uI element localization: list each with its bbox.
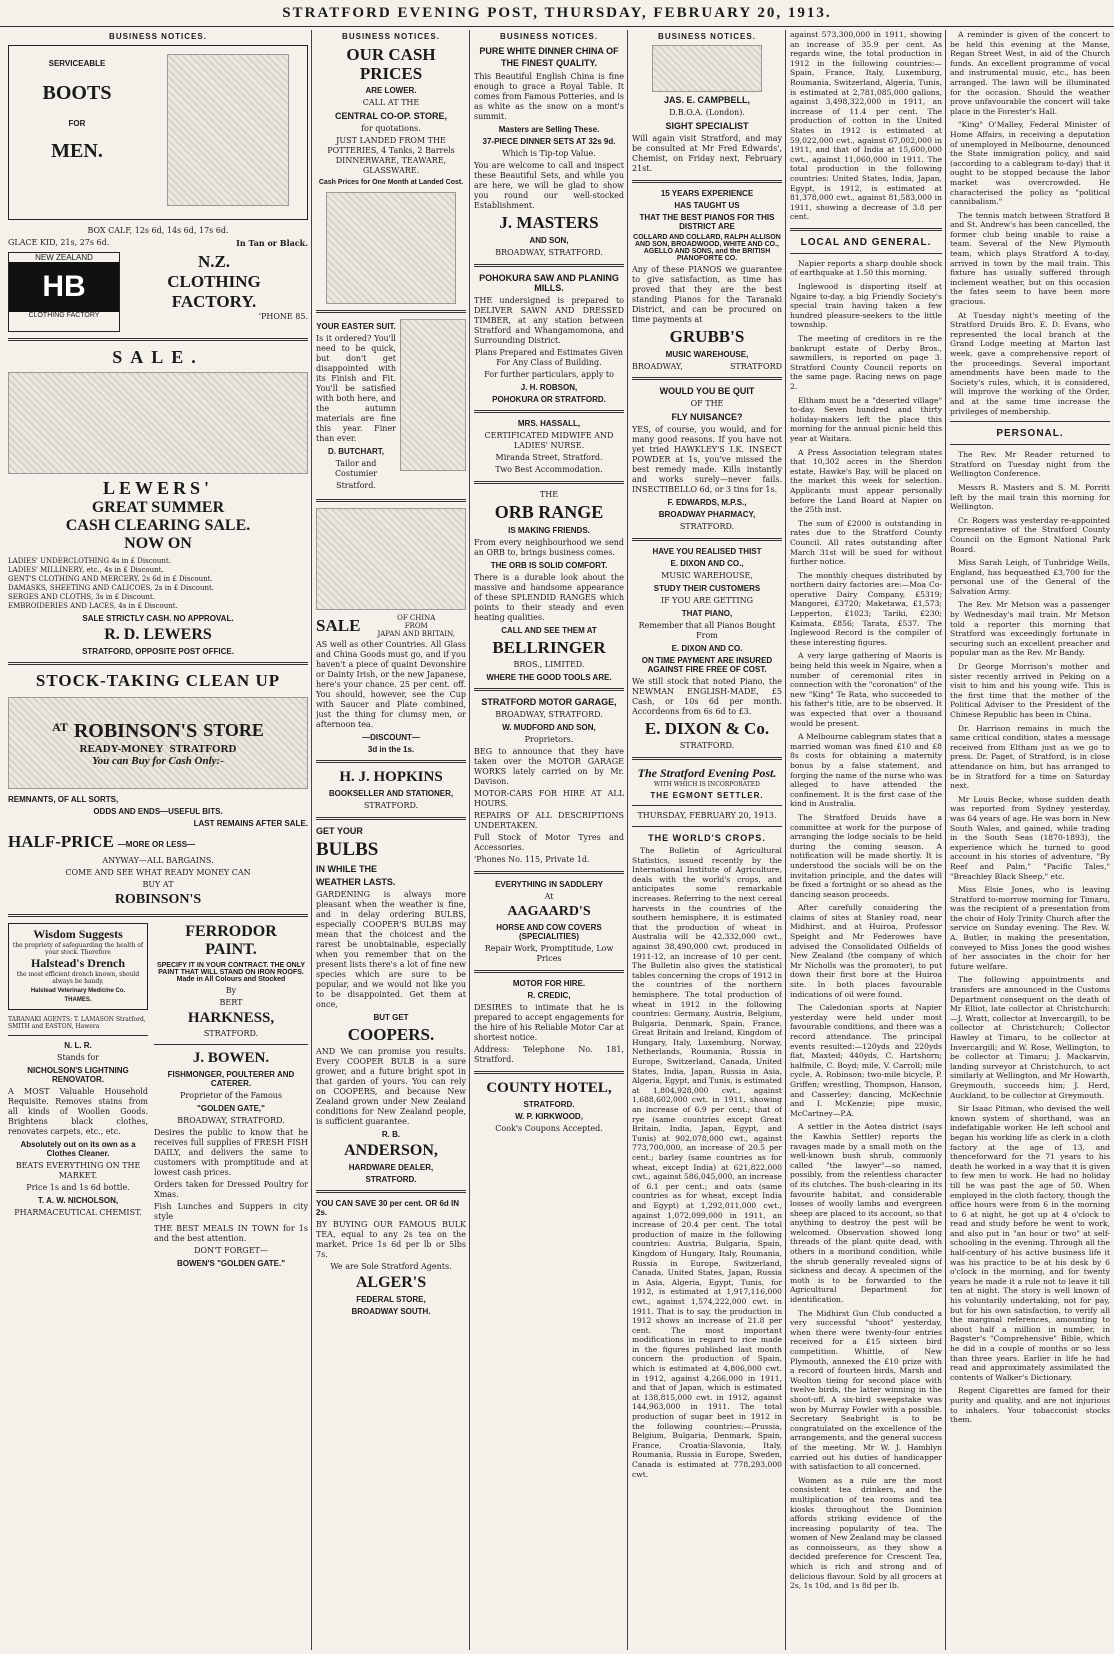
bowen-title: J. BOWEN. [192, 1050, 270, 1066]
column-rule [785, 30, 786, 1650]
worlds-crops-text: The Bulletin of Agricultural Statistics, issued recently by the International Institute of Agriculture, deals with the world's crops, and anticipates some remarkable increases. Referring to the next cereal harvests in the countries of the southern hemisphere, it is estimated that the production of wheat in Australia will be 42,332,000 cwt., against 38,490,000 cwt. produced in 1911-12, an increase of 10 per cent. The Bulletin also gives the statistical tables concerning the crops of 1912 in the countries of the northern hemisphere. The total production of wheat in 1912 in the following countries: Germany, Austria, Belgium, Bulgaria, Denmark, Spain, France, Great Britain and Ireland, Kingdom of Hungary, Italy, Luxemburg, Norway, Netherlands, Roumania, Russia in Europe, Switzerland, Canada, United States, India, Japan, Russia in Asia, Algeria, Egypt, and Tunis, is estimated at 1,804,928,000 cwt., against 1,688,602,000 cwt. in 1911, showing an increase of 6.9 per cent.; that of rye (same countries except Great Britain, India, Japan, Egypt, and Tunis) at 902,078,000 cwt., against 773,700,000, an increase of 20.5 per cent.; barley (same countries as for wheat, except India) at 621,822,000 cwt., against 586,045,000, an increase of 6.1 per cent.; and oats (same countries as for wheat, except India and Egypt) at 1,292,011,000 cwt., against 1,072,099,000 in 1911, an increase of 20.4 per cent. The total production of maize in the following countries: Austria, Bulgaria, Spain, Kingdom of Hungary, Italy, Roumania, Russia in Europe, Switzerland, Canada, United States, Japan, Russia in Asia, Algeria, Egypt, Tunis, for 1912, is estimated at 1,917,116,000 cwt., against 1,574,222,000 cwt. in 1911. That is to say, the production in 1912 shows an increase of 21.8 per cent. The most important modifications in regard to rice made in the figures published last month concern the production of Spain, which is estimated at 4,806,000 cwt. in 1912, against 4,266,000 in 1911, and that of Japan, which is estimated at 138,815,000 cwt. in 1912, against 144,963,000 in 1911. The total production of sugar beet in 1912 in the following countries:—Prussia, Belgium, Bulgaria, Denmark, Spain, France, Croatia-Slavonia, Italy, Roumania, Russia in Europe, Sweden, Canada is estimated at 778,293,000 cwt. [632, 846, 782, 1479]
column-4: BUSINESS NOTICES. JAS. E. CAMPBELL, D.B.O.A. (London). SIGHT SPECIALIST Will again visit Stratford, and may be consulted at Mr Fred Edwards', Chemist, on Friday next, February 21st. 15 YEARS EXPERIENCE HAS TAUGHT US THAT THE BEST PIANOS FOR THIS DISTRICT ARE COLLARD AND COLLARD, RALPH ALLISON AND SON, BROADWOOD, WHITE AND CO., AGELLO AND SONS, and the BRITISH PIANOFORTE CO. Any of these PIANOS we guarantee to give satisfaction, as time has proved that they are the best standing Pianos for the Taranaki District, and can be procured on time payments at GRUBB'S MUSIC WAREHOUSE, BROADWAY, STRATFORD WOULD YOU BE QUIT OF THE FLY NUISANCE? YES, of course, you would, and for many good reasons. If you have not yet tried HAWKLEY'S I.K. INSECT POWDER at 1s, you've missed the best remedy made. Kills instantly and works surely—never fails. INSECTIBELLO 6d, or 3 tins for 1s. F. EDWARDS, M.P.S., BROADWAY PHARMACY, STRATFORD. HAVE YOU REALISED THIST E. DIXON AND CO., MUSIC WAREHOUSE, STUDY THEIR CUSTOMERS IF YOU ARE GETTING THAT PIANO, Remember that all Pianos Bought From E. DIXON AND CO. ON TIME PAYMENT ARE INSURED AGAINST FIRE FREE OF COST. We still stock that noted Piano, the NEWMAN ENGLISH-MADE, £5 Cash, or 10s 6d per month. Accordeons from 6s 6d to £3. E. DIXON & Co. STRATFORD. The Stratford Evening Post. WITH WHICH IS INCORPORATED THE EGMONT SETTLER. THURSDAY, FEBRUARY 20, 1913. THE WORLD'S CROPS. The Bulletin of Agricultural Statistics, issued recently by the International Institute of Agriculture, deals with the world's crops, and anticipates some remarkable increases. Referring to the next cereal harvests in the countries of the southern hemisphere, it is estimated that the production of wheat in Australia will be 42,332,000 cwt., against 38,490,000 cwt. produced in 1911-12, an increase of 10 per cent. The Bulletin also gives the statistical tables concerning the crops of 1912 in the countries of the northern hemisphere. The total production of wheat in 1912 in the following countries: Germany, Austria, Belgium, Bulgaria, Denmark, Spain, France, Great Britain and Ireland, Kingdom of Hungary, Italy, Luxemburg, Norway, Netherlands, Roumania, Russia in Europe, Switzerland, Canada, United States, India, Japan, Russia in Asia, Algeria, Egypt, and Tunis, is estimated at 1,804,928,000 cwt., against 1,688,602,000 cwt. in 1911, showing an increase of 6.9 per cent.; that of rye (same countries except Great Britain, India, Japan, Egypt, and Tunis) at 902,078,000 cwt., against 773,700,000, an increase of 20.5 per cent.; barley (same countries as for wheat, except India) at 621,822,000 cwt., against 586,045,000, an increase of 6.1 per cent.; and oats (same countries as for wheat, except India and Egypt) at 1,292,011,000 cwt., against 1,072,099,000 in 1911, an increase of 20.4 per cent. The total production of maize in the following countries: Austria, Bulgaria, Spain, Kingdom of Hungary, Italy, Roumania, Russia in Europe, Switzerland, Canada, United States, Japan, Russia in Asia, Algeria, Egypt, Tunis, for 1912, is estimated at 1,917,116,000 cwt., against 1,574,222,000 cwt. in 1911. That is to say, the production in 1912 shows an increase of 21.8 per cent. The most important modifications in regard to rice made in the figures published last month concern the production of Spain, which is estimated at 4,806,000 cwt. in 1912, against 4,266,000 in 1911, and that of Japan, which is estimated at 138,815,000 cwt. in 1912, against 144,963,000 in 1911. The total production of sugar beet in 1912 in the following countries:—Prussia, Belgium, Bulgaria, Denmark, Spain, France, Croatia-Slavonia, Italy, Roumania, Russia in Europe, Sweden, Canada is estimated at 778,293,000 cwt. [632, 32, 782, 1479]
bulbs-title: BULBS [316, 839, 379, 860]
boots-price-1: BOX CALF, 12s 6d, 14s 6d, 17s 6d. [87, 226, 229, 235]
column-3: BUSINESS NOTICES. PURE WHITE DINNER CHINA OF THE FINEST QUALITY. This Beautiful English China is fine enough to grace a Royal Table. It comes from Famous Potteries, and is as white as the snow on a mont's summit. Masters are Selling These. 37-PIECE DINNER SETS AT 32s 9d. Which is Tip-top Value. You are welcome to call and inspect these Beautiful Sets, and while you are here, we will be glad to show you round our well-stocked Establishment. J. MASTERS AND SON, BROADWAY, STRATFORD. POHOKURA SAW AND PLANING MILLS. THE undersigned is prepared to DELIVER SAWN AND DRESSED TIMBER, at any station between Stratford and Whangamomona, and Surrounding District. Plans Prepared and Estimates Given For Any Class of Building. For further particulars, apply to J. H. ROBSON, POHOKURA OR STRATFORD. MRS. HASSALL, CERTIFICATED MIDWIFE AND LADIES' NURSE. Miranda Street, Stratford. Two Best Accommodation. THE ORB RANGE IS MAKING FRIENDS. From every neighbourhood we send an ORB to, brings business comes. THE ORB IS SOLID COMFORT. There is a durable look about the massive and handsome appearance of these SPLENDID RANGES which points to their steady and even heating qualities. CALL AND SEE THEM AT BELLRINGER BROS., LIMITED. WHERE THE GOOD TOOLS ARE. STRATFORD MOTOR GARAGE, BROADWAY, STRATFORD. W. MUDFORD AND SON, Proprietors. BEG to announce that they have taken over the MOTOR GARAGE WORKS lately carried on by Mr. Davison. MOTOR-CARS FOR HIRE AT ALL HOURS. REPAIRS OF ALL DESCRIPTIONS UNDERTAKEN. Full Stock of Motor Tyres and Accessories. 'Phones No. 115, Private 1d. EVERYTHING IN SADDLERY At AAGAARD'S HORSE AND COW COVERS (SPECIALITIES) Repair Work, Promptitude, Low Prices MOTOR FOR HIRE. R. CREDIC, DESIRES to intimate that he is prepared to accept engagements for the hire of his Reliable Motor Car at shortest notice. Address: Telephone No. 181, Stratford. COUNTY HOTEL, STRATFORD. W. P. KIRKWOOD, Cook's Coupons Accepted. [474, 32, 624, 1133]
campbell-title: JAS. E. CAMPBELL, [663, 95, 750, 105]
boots-price-2: GLACE KID, 21s, 27s 6d. [8, 238, 110, 247]
county-hotel-title: COUNTY HOTEL, [486, 1080, 612, 1096]
masthead: STRATFORD EVENING POST, THURSDAY, FEBRUARY 20, 1913. [0, 0, 1114, 27]
boots-heading: SERVICEABLE [48, 59, 106, 68]
ladies-illustration [8, 372, 308, 474]
sale-cash-clearing: CASH CLEARING SALE. [65, 517, 251, 534]
lewers-address: STRATFORD, OPPOSITE POST OFFICE. [82, 647, 234, 656]
halstead-ad: Wisdom Suggests the propriety of safeguarding the health of your stock. Therefore Halstead's Drench the most efficient drench known, should always be handy. Halstead Veterinary Medicine Co. THAMES. [8, 923, 148, 1010]
sale-great-summer: GREAT SUMMER [91, 499, 225, 516]
newspaper-title: The Stratford Evening Post. [637, 766, 777, 780]
sale-terms: SALE STRICTLY CASH. NO APPROVAL. [82, 614, 234, 623]
nzcf-title-2: CLOTHING [167, 272, 261, 291]
hopkins-title: H. J. HOPKINS [339, 769, 443, 785]
column-rule [945, 30, 946, 1650]
worlds-crops-heading: THE WORLD'S CROPS. [648, 833, 766, 843]
masters-title: J. MASTERS [499, 213, 599, 232]
hb-logo: NEW ZEALAND HB CLOTHING FACTORY [8, 252, 120, 332]
orb-range-title: ORB RANGE [494, 502, 604, 522]
nzcf-title-1: N.Z. [197, 252, 231, 271]
algers-title: ALGER'S [355, 1274, 427, 1291]
boots-for: FOR [68, 119, 86, 128]
sale-now-on: NOW ON [124, 535, 192, 552]
nzcf-title-3: FACTORY. [171, 292, 257, 311]
boots-men: MEN. [51, 140, 103, 162]
dinner-china-title: PURE WHITE DINNER CHINA OF THE FINEST QUALITY. [479, 46, 619, 68]
boots-ad [8, 45, 308, 220]
local-general-heading: LOCAL AND GENERAL. [800, 236, 932, 248]
column-5: against 573,300,000 in 1911, showing an increase of 35.9 per cent. As regards wine, the total production in 1912 in the following countries:—Spain, France, Italy, Luxemburg, Roumania, Switzerland, Algeria, Tunis, is estimated at 2,781,085,000 gallons, against 3,498,322,000 in 1911, an increase of 11.4 per cent. The production of cotton in the United States in 1912 is estimated at 59,022,000 cwt., against 67,002,000 in 1911, and that of India at 15,600,000 cwt., against 11,060,000 in 1911. The total production in the following countries: United States, India, Japan, Egypt, is 1912, is estimated at 81,378,000 cwt., against 81,583,000 in 1911, showing a decrease of 3.8 per cent. LOCAL AND GENERAL. Napier reports a sharp double shock of earthquake at 1.50 this morning. Inglewood is disporting itself at Ngaire to-day, a big Friendly Society's special train having taken a few hundred pleasure-seekers to the little township. The meeting of creditors in re the bankrupt estate of Derby Bros., sawmillers, is reported on page 3. Stratford County Council reports on the same page. Racing news on page 2. Eltham must be a "deserted village" to-day. Seven hundred and thirty holiday-makers left the place this morning for the annual picnic held this year at Waitara. A Press Association telegram states that 10,302 acres in the Sherdon estate, Hawke's Bay, will be placed on the market this week for selection. Applicants must appear personally before the Land Board at Napier on the 25th inst. The sum of £2000 is outstanding in rates due to the Stratford County Council. All rates outstanding after March 31st will be sued for without further notice. The monthly cheques distributed by northern dairy factories are:—Moa Co-operative Dairy Company, £5319; Mangorei, £3720; Maketawa, £1,573; Lepperton, £1023; Tariki, £230; Kaimata, £856; Tarata, £537. The Inglewood Record is the compiler of these interesting figures. A very large gathering of Maoris is being held this week in Ngaire, when a number of ceremonial rites in connection with the "coronation" of the new "King" Te Rata, who succeeded to his father's title, are to be observed. It was expected that over a thousand would be present. A Melbourne cablegram states that a married woman was fined £10 and £8 8s costs for obtaining a maternity bonus by a false statement, and forging the name of the nurse who was alleged to have attended the confinement. It is the first case of the kind in Australia. The Stratford Druids have a committee at work for the purpose of arranging the lodge socials to be held during the coming season. A notification will be made shortly. It is understood the socials will be on the invitation principle, and the dates will be fixed a fortnight or so ahead as the dancing season proceeds. After carefully considering the claims of sites at Stanley road, near Midhirst, and at Huiroa, Professor Speight and Mr Federowes have advised the Consolidated Oilfields of New Zealand (the company of which Mr Nicholls was the promoter), to put down their first bore at the Huiroa site. In both places favourable indications of oil were found. The Caledonian sports at Napier yesterday were held under most favourable conditions, and there was a record attendance. The principal events resulted:—120yds and 220yds flat, Maxted; 440yds, C. Hartshorn; halfmile, C. Boyd; mile, V. Carroll; mile cycle, A. Robinson; two-mile bicycle, P. Griffen; wrestling, Thompson, Hanson, and Casserley; dancing, McKechnie and I. McKenzie; pipe music, McCartney—P.A. A settler in the Aotea district (says the Kawhia Settler) reports the ravages made by a small moth on the well-known bush shrub, commonly called "the lawyer"—so named, possibly, from the relentless character of its clutches. The bush-clearing in its favourite habitat, and considerable losses of woolly lambs and evergreen sheep are placed to its account, so that anything to destroy the pest will be welcomed. Observation showed long threads of the plant quite dead, with others in a moribund condition, while the shrub generally revealed signs of sickness and decay. A specimen of the moth is to be forwarded to the Agricultural Department for identification. The Midhirst Gun Club conducted a very successful "shoot" yesterday, when there were twenty-four entries received for a £15 sixteen bird competition. Whittle, of New Plymouth, annexed the £10 prize with a record of fourteen birds, Marsh and Woolton tieing for second place with twelve birds, the latter winning in the shoot-off. A six-bird sweepstake was won by Murray Fowler with a possible. Secretary Seabright is to be congratulated on the excellence of the arrangements, and the general success of the meeting. Mr W. J. Hamblyn carried out his duties of handicapper with satisfaction to all concerned. Women as a rule are the most consistent tea drinkers, and the multiplication of tea rooms and tea kiosks throughout the Dominion affords striking evidence of the increasing popularity of tea. The women of New Zealand may be classed as connoisseurs, as they show a decided preference for Crescent Tea, which is rich and strong and of delicious flavour. Sold by all grocers at 2s, 1s 10d, and 1s 8d per lb. [790, 30, 942, 1591]
lewers-signature: R. D. LEWERS [104, 626, 212, 643]
column-rule [627, 30, 628, 1650]
ferrodor-title: FERRODOR [185, 923, 277, 940]
hassall-title: MRS. HASSALL, [517, 419, 581, 428]
personal-heading: PERSONAL. [996, 428, 1064, 440]
dixon-title: E. DIXON & Co. [644, 719, 770, 738]
column-1: BUSINESS NOTICES. SERVICEABLE BOOTS FOR MEN. BOX CALF, 12s 6d, 14s 6d, 17s 6d. GLACE KID, 21s, 27s 6d. In Tan or Black. NEW ZEALAND HB CLOTHING FACTORY N.Z. CLOTHING FACTORY. 'PHONE 85. SALE. LEWERS' GREAT SUMMER CASH CLEARING SALE. NOW ON LADIES' UNDERCLOTHING 4s in £ Discount. LADIES' MILLINERY, etc., 4s in £ Discount. GENT'S CLOTHING AND MERCERY, 2s 6d in £ Discount. DAMASKS, SHEETING AND CALICOES, 2s in £ Discount. SERGES AND CLOTHS, 3s in £ Discount. EMBROIDERIES AND LACES, 4s in £ Discount. SALE STRICTLY CASH. NO APPROVAL. R. D. LEWERS STRATFORD, OPPOSITE POST OFFICE. STOCK-TAKING CLEAN UP AT ROBINSON'S STORE READY-MONEY STRATFORD You can Buy for Cash Only:- REMNANTS, OF ALL SORTS, ODDS AND ENDS—USEFUL BITS. LAST REMAINS AFTER SALE. HALF-PRICE —MORE OR LESS— ANYWAY—ALL BARGAINS. COME AND SEE WHAT READY MONEY CAN BUY AT ROBINSON'S Wisdom Suggests the propriety of safeguarding the health of your stock. Therefore Halstead's Drench the most efficient drench known, should always be handy. Halstead Veterinary Medicine Co. THAMES. TARANAKI AGENTS: T. LAMASON Stratford, SMITH and EASTON, Hawera N. L. R. Stands for NICHOLSON'S LIGHTNING RENOVATOR. A MOST Valuable Household Requisite. Removes stains from all kinds of Woollen Goods. Brightens black clothes, renovates carpets, etc., etc. Absolutely out on its own as a Clothes Cleaner. BEATS EVERYTHING ON THE MARKET. Price 1s and 1s 6d bottle. T. A. W. NICHOLSON, PHARMACEUTICAL CHEMIST. FERRODOR PAINT. SPECIFY IT IN YOUR CONTRACT. THE ONLY PAINT THAT WILL STAND ON IRON ROOFS. Made in All Colours and Stocked By BERT HARKNESS, STRATFORD. J. BOWEN. FISHMONGER, POULTERER AND CATERER. Proprietor of the Famous "GOLDEN GATE," BROADWAY, STRATFORD. Desires the public to know that he receives full supplies of FRESH FISH DAILY, and delivers the same to customers with promptitude and at lowest cash prices. Orders taken for Dressed Poultry for Xmas. Fish Lunches and Suppers in city style THE BEST MEALS IN TOWN for 1s and the best attention. DON'T FORGET— BOWEN'S "GOLDEN GATE." [8, 32, 308, 1268]
sawmill-title: POHOKURA SAW AND PLANING MILLS. [479, 273, 619, 293]
worlds-crops-continued: against 573,300,000 in 1911, showing an increase of 35.9 per cent. As regards wine, the total production in 1912 in the following countries:—Spain, France, Italy, Luxemburg, Roumania, Switzerland, Algeria, Tunis, is estimated at 2,781,085,000 gallons, against 3,498,322,000 in 1911, an increase of 11.4 per cent. The production of cotton in the United States in 1912 is estimated at 59,022,000 cwt., against 67,002,000 in 1911, and that of India at 15,600,000 cwt., against 11,060,000 in 1911. The total production in the following countries: United States, India, Japan, Egypt, is 1912, is estimated at 81,378,000 cwt., against 81,583,000 in 1911, showing a decrease of 3.8 per cent. [790, 30, 942, 222]
boot-illustration [167, 54, 289, 206]
issue-date: THURSDAY, FEBRUARY 20, 1913. [637, 811, 777, 820]
column-6: A reminder is given of the concert to be held this evening at the Manse, Regan Street West, in aid of the Church funds. An excellent programme of vocal and instrumental music, etc., has been arranged. The lawn will be illuminated for the occasion. Should the weather prove unfavourable the concert will take place in the Forester's Hall. "King" O'Malley, Federal Minister of Home Affairs, in receiving a deputation of unemployed in Melbourne, denounced the State immigration policy, and said (according to a cablegram to-day) that it ought to be stopped because the labor market was overcrowded. He characterised the policy as "political cannibalism." The tennis match between Stratford B and St. Andrew's has been cancelled, the former club being unable to raise a team. Several of the New Plymouth team, which plays Stratford A to-day, arrived in town by the mail train. This fixture has usually suffered through inclement weather, but on this occasion the fates seem to have been more gracious. At Tuesday night's meeting of the Stratford Druids Bro. E. D. Evans, who represented the local branch at the Grand Lodge meeting at Marton last week, gave a comprehensive report of the proceedings. Several important amendments have been made to the Society's rules, which, it is considered, will improve the working of the Order, and at the same time increase the privileges of membership. PERSONAL. The Rev. Mr Reader returned to Stratford on Tuesday night from the Wellington Conference. Messrs R. Masters and S. M. Porritt left by the mail train this morning for Wellington. Cr. Rogers was yesterday re-appointed representative of the Stratford County Council on the Egmont National Park Board. Miss Sarah Leigh, of Tunbridge Wells, England, has bequeathed £3,700 for the personal use of the General of the Salvation Army. The Rev. Mr Metson was a passenger by Wednesday's mail train. Mr Metson told a reporter this morning that Stratford was exceedingly fortunate in securing such an excellent preacher and popular man as the Rev. Mr Bandy. Dr George Morrison's mother and sister recently arrived in Peking on a visit to him and his young wife. This is the first time that the mother of the Political Adviser to the President of the Chinese Republic has been in China. Dr. Harrison remains in much the same critical condition, states a message received from Eltham just as we go to press. Dr. Paget, of Stratford, is in close attendance on him, but has arranged to be in Stratford for a time on Saturday next. Mr Louis Becke, whose sudden death was reported from Sydney yesterday, was 64 years of age. He was born in New South Wales, and gained, while trading in the South Seas (1870-1893), the experience which he turned to good account in his stories of adventure, "By Reef and Palm," "Pacific Tales," "Breachley Black Sheep," etc. Miss Elsie Jones, who is leaving Stratford to-morrow morning for Timaru, was the recipient of a presentation from the choir of Holy Trinity Church after the service on Sunday evening. The Rev. W. A. Butler, in making the presentation, conveyed to Miss Jones the good wishes of her associates in the choir for her future welfare. The following appointments and transfers are announced in the Customs Department consequent on the death of Mr Elliot, late collector at Christchurch:—J. Wratt, collector at Invercargill, to be collector at Christchurch; Collector Hawley at Timaru, to be collector at Invercargill; and W. Rose, Wellington, to be collector at Timaru; J. Mackarvin, landing surveyor at Christchurch, to act similarly at Wellington, and Mr Howarth, Greymouth, succeeds him; J. Herd, Auckland, to be collector at Greymouth. Sir Isaac Pitman, who devised the well known system of shorthand, was an indefatigable worker. He left school and began his working life as clerk in a cloth factory at the age of 13, and thenceforward for the 71 years to his death he worked in a way that it is given to few men to work. He had no holiday till he was past the age of 50. When employed in the cloth factory, though the office hours were from 6 in the morning to 6 at night, he got up at 4 o'clock to read and study before he went to work, and also put in "an hour or two" at self-schooling in the evening. Through all the half-century of his active business life it was his practice to be at his desk by 6 o'clock in the morning, and for twenty years he made it a rule not to leave it till ten at night. The story is well known of his voluntarily undertaking, not for pay, but for his own satisfaction, to verify all the marginal references, amounting to about half a million in number, in Bagster's "Comprehensive" Bible, which he did in a couple of months or so less than three years. Earlier in life he had read and approximately assimilated the contents of Walker's Dictionary. Regent Cigarettes are famed for their purity and quality, and are not injurious to inhalers. Your tobacconist stocks them. [950, 30, 1110, 1425]
cash-prices-title: OUR CASH PRICES [346, 45, 436, 83]
robinsons-banner: AT ROBINSON'S STORE READY-MONEY STRATFORD You can Buy for Cash Only:- [8, 697, 308, 789]
sale-title: SALE. [112, 347, 204, 367]
boots-title: BOOTS [42, 82, 112, 104]
tailor-figure-illustration [400, 319, 466, 471]
pram-illustration [326, 192, 456, 304]
section-heading: BUSINESS NOTICES. [109, 32, 207, 41]
grubbs-title: GRUBB'S [669, 327, 745, 346]
stocktaking-title: STOCK-TAKING CLEAN UP [35, 671, 281, 690]
robinsons-signature: ROBINSON'S [114, 892, 202, 907]
column-rule [469, 30, 470, 1650]
lewers-name: LEWERS' [102, 478, 214, 498]
spectacles-illustration [652, 45, 762, 92]
motor-garage-title: STRATFORD MOTOR GARAGE, [481, 697, 617, 707]
boots-colours: In Tan or Black. [236, 238, 308, 248]
nzcf-phone: 'PHONE 85. [258, 312, 308, 321]
china-illustration [316, 508, 466, 610]
column-2: BUSINESS NOTICES. OUR CASH PRICES ARE LOWER. CALL AT THE CENTRAL CO-OP. STORE, for quotations. JUST LANDED FROM THE POTTERIES, 4 Tanks, 2 Barrels DINNERWARE, TEAWARE, GLASSWARE. Cash Prices for One Month at Landed Cost. YOUR EASTER SUIT. Is it ordered? You'll need to be quick, but don't get disappointed with its Finish and Fit. You'll be satisfied with both here, and the autumn materials are fine this year. Finer than ever. D. BUTCHART, Tailor and Costumier Stratford. SALE OF CHINA FROM JAPAN AND BRITAIN, AS well as other Countries. All Glass and China Goods must go, and if you haven't a piece of quaint Devonshire or Dainty Irish, or the new Japanese, here's your chance. 25 per cent. off. You should, however, see the Cup with Saucer and Plate combined, just the thing for clumsy men, or afternoon tea. —DISCOUNT— 3d in the 1s. H. J. HOPKINS BOOKSELLER AND STATIONER, STRATFORD. GET YOUR BULBS IN WHILE THE WEATHER LASTS. GARDENING is always more pleasant when the weather is fine, and in delay ordering BULBS, especially COOPER'S BULBS may mean that the choicest and the rarest be unobtainable, especially when you remember that on the present lists there's a lot of fine new species which are sure to be popular, and we would not like you to be disappointed. Get them at once, BUT GET COOPERS. AND We can promise you results. Every COOPER BULB is a sure grower, and a future bright spot in that garden of yours. You can rely on COOPERS, and because New Zealand grown under New Zealand conditions for New Zealand people, is sufficient guarantee. R. B. ANDERSON, HARDWARE DEALER, STRATFORD. YOU CAN SAVE 30 per cent. OR 6d IN 2s. BY BUYING OUR FAMOUS BULK TEA, equal to any 2s tea on the market. Price 1s 6d per lb or 5lbs 7s. We are Sole Stratford Agents. ALGER'S FEDERAL STORE, BROADWAY SOUTH. [316, 32, 466, 1316]
column-rule [311, 30, 312, 1650]
